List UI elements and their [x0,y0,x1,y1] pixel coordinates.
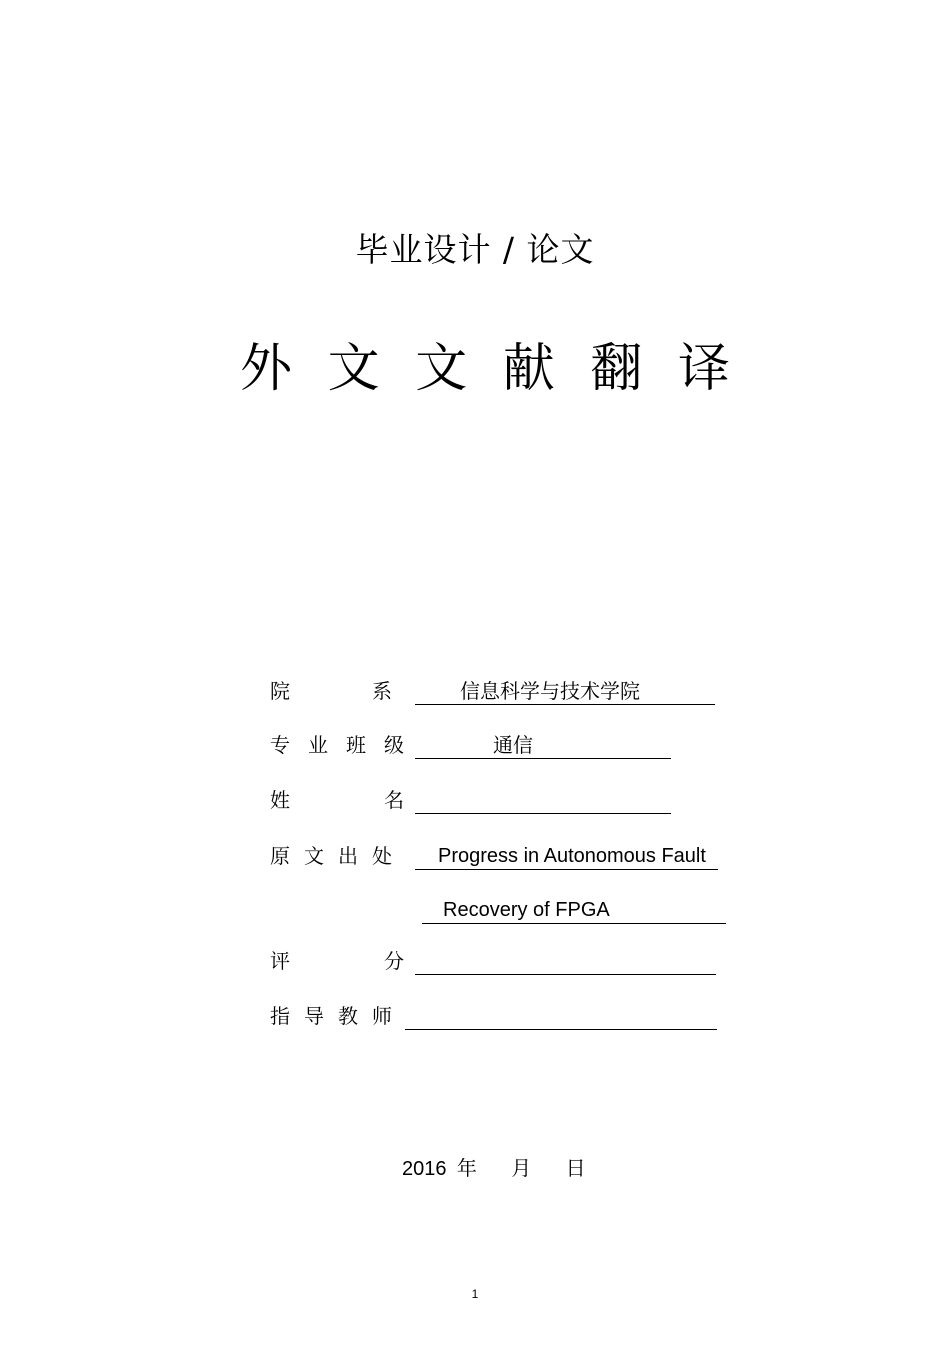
date-month-unit: 月 [511,1156,532,1180]
date-year-unit: 年 [456,1156,477,1180]
document-subtitle: 毕业设计 / 论文 [355,230,595,269]
title-char: 外 [240,339,293,399]
source-value-line-1-text: Progress in Autonomous Fault [438,845,706,867]
name-value-line [415,787,671,814]
title-char: 献 [502,339,555,399]
department-value-line [415,678,715,705]
title-char: 文 [327,339,380,399]
field-label: 院 系 [270,679,392,703]
source-value-line-2-text: Recovery of FPGA [443,899,610,921]
score-value-line [415,948,716,975]
page-number: 1 [471,1287,479,1301]
major-class-value: 通信 [493,733,533,757]
title-char: 翻 [590,339,643,399]
date-year: 2016 [402,1158,447,1180]
field-label: 姓 名 [270,788,404,812]
title-char: 译 [677,339,730,399]
field-label: 专 业 班 级 [270,733,404,757]
date-line [402,1154,586,1183]
title-char: 文 [415,339,468,399]
department-value: 信息科学与技术学院 [460,679,640,703]
major-class-value-line [415,732,671,759]
field-label: 评 分 [270,949,404,973]
field-label: 指 导 教 师 [270,1004,392,1028]
document-title [240,334,730,404]
advisor-value-line [405,1003,717,1030]
date-day-unit: 日 [565,1156,586,1180]
source-value-line-1 [415,843,718,870]
field-label: 原 文 出 处 [270,844,392,868]
source-value-line-2 [422,897,726,924]
